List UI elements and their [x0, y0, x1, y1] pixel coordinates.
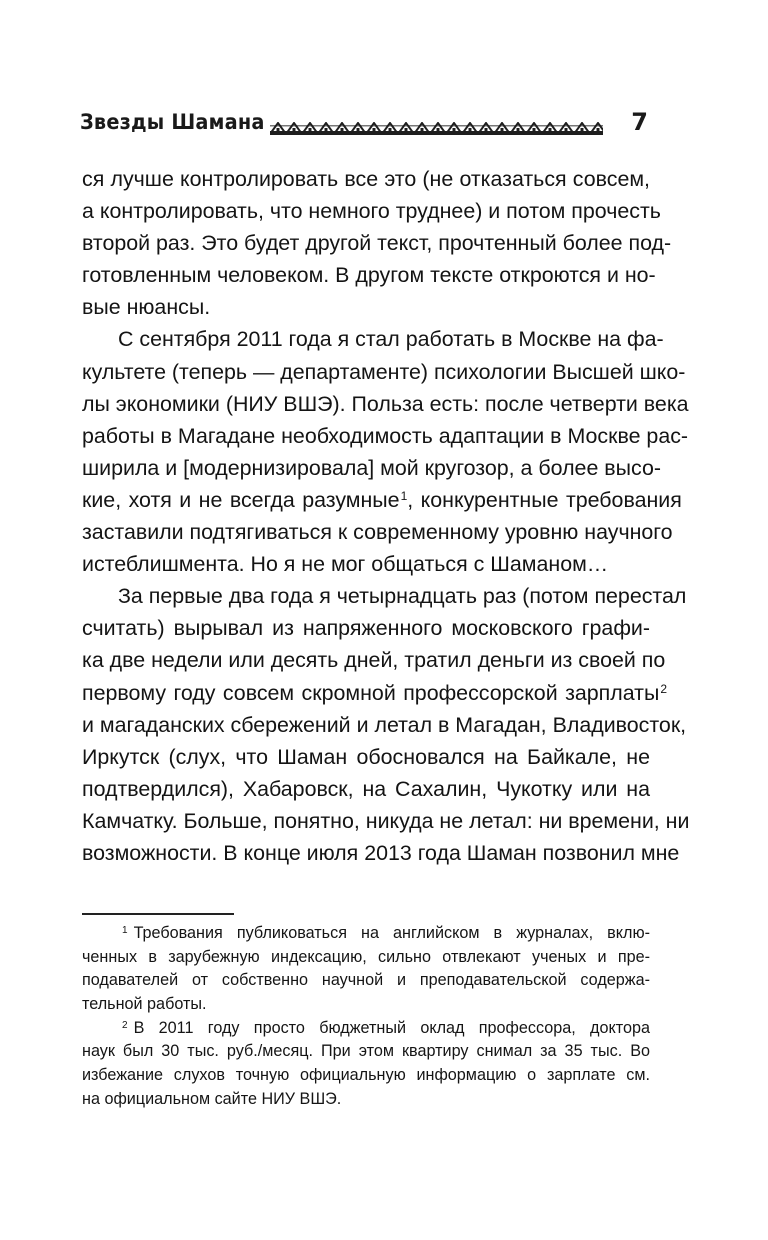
text-line: истеблишмента. Но я не мог общаться с Шаманом…	[82, 552, 609, 577]
text-line: вые нюансы.	[82, 295, 211, 320]
footnote-line: наук был 30 тыс. руб./месяц. При этом квартиру снимал за 35 тыс. Во	[82, 1042, 650, 1061]
footnote-number: 1	[122, 925, 128, 936]
footnote-divider	[82, 913, 234, 915]
running-header-title: Звезды Шамана	[80, 110, 265, 134]
footnote-text: Требования публиковаться на английском в журналах, вклю-	[133, 924, 650, 942]
footnote-ref: 1	[400, 488, 408, 503]
text-line: работы в Магадане необходимость адаптации в Москве рас-	[82, 423, 689, 448]
text-line: ка две недели или десять дней, тратил деньги из своей по	[82, 648, 666, 673]
ethnic-ornament-icon	[270, 122, 603, 136]
text-line-with-footnote	[82, 484, 682, 516]
footnote-text: В 2011 году просто бюджетный оклад профессора, доктора	[133, 1018, 650, 1037]
text-line: а контролировать, что немного труднее) и потом прочесть	[82, 199, 661, 224]
text-line: возможности. В конце июля 2013 года Шаман позвонил мне	[82, 840, 680, 865]
text-line: считать) вырывал из напряженного московского графи-	[82, 616, 650, 641]
footnote-line: подавателей от собственно научной и преподавательской содержа-	[82, 971, 650, 990]
text-line-with-footnote	[82, 677, 668, 709]
footnote-line	[82, 922, 650, 946]
text-line: второй раз. Это будет другой текст, прочтенный более под-	[82, 231, 672, 256]
footnote-number: 2	[122, 1019, 128, 1031]
text-fragment: первому году совсем скромной профессорской зарплаты	[82, 680, 660, 705]
footnote-line	[82, 1017, 650, 1041]
page-number: 7	[631, 108, 648, 136]
running-header	[80, 108, 650, 142]
footnotes	[82, 922, 650, 1112]
footnote-line: ченных в зарубежную индексацию, сильно отвлекают ученых и пре-	[82, 947, 650, 966]
main-text	[82, 163, 690, 869]
text-line: ширила и [модернизировала] мой кругозор, а более высо-	[82, 455, 661, 480]
text-fragment: , конкурентные требования	[407, 487, 682, 512]
text-line: заставили подтягиваться к современному уровню научного	[82, 520, 673, 545]
footnote-ref: 2	[660, 681, 668, 696]
text-line: готовленным человеком. В другом тексте откроются и но-	[82, 263, 656, 288]
text-line: Иркутск (слух, что Шаман обосновался на Байкале, не	[82, 744, 650, 769]
footnote-line: тельной работы.	[82, 995, 207, 1014]
footnote-line: избежание слухов точную официальную информацию о зарплате см.	[82, 1066, 650, 1085]
text-line: Камчатку. Больше, понятно, никуда не летал: ни времени, ни	[82, 808, 690, 833]
footnote-line: на официальном сайте НИУ ВШЭ.	[82, 1089, 342, 1108]
text-line: лы экономики (НИУ ВШЭ). Польза есть: после четверти века	[82, 391, 689, 416]
text-line: подтвердился), Хабаровск, на Сахалин, Чукотку или на	[82, 776, 650, 801]
text-line: За первые два года я четырнадцать раз (потом перестал	[118, 584, 687, 609]
text-fragment: кие, хотя и не всегда разумные	[82, 487, 400, 512]
text-line: С сентября 2011 года я стал работать в Москве на фа-	[118, 327, 664, 352]
text-line: культете (теперь — департаменте) психологии Высшей шко-	[82, 359, 686, 384]
text-line: ся лучше контролировать все это (не отказаться совсем,	[82, 167, 650, 191]
text-line: и магаданских сбережений и летал в Магадан, Владивосток,	[82, 712, 687, 737]
